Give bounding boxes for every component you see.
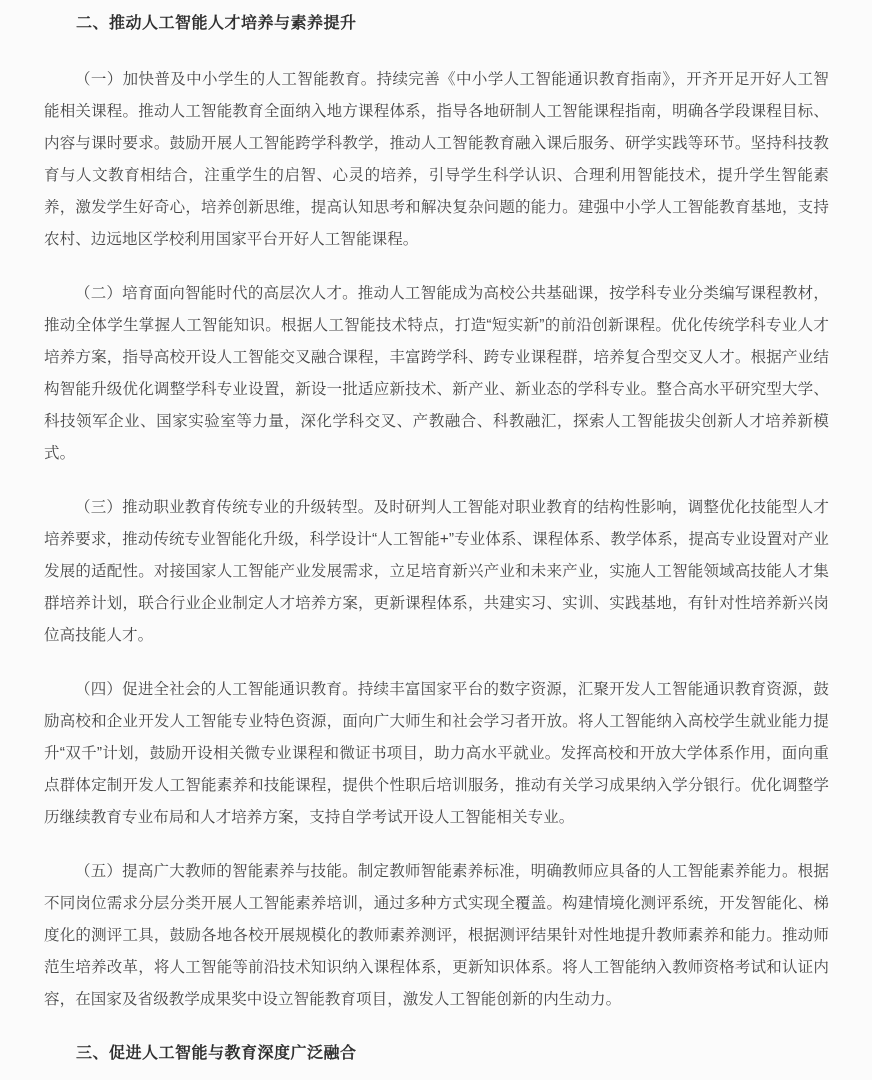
paragraph-1: （一）加快普及中小学生的人工智能教育。持续完善《中小学人工智能通识教育指南》，开齐开足开好人工智能相关课程。推动人工智能教育全面纳入地方课程体系，指导各地研制人工智能课程指南，明确各学段课程目标、内容与课时要求。鼓励开展人工智能跨学科教学，推动人工智能教育融入课后服务、研学实践等环节。坚持科技教育与人文教育相结合，注重学生的启智、心灵的培养，引导学生科学认识、合理利用智能技术，提升学生智能素养，激发学生好奇心，培养创新思维，提高认知思考和解决复杂问题的能力。建强中小学人工智能教育基地，支持农村、边远地区学校利用国家平台开好人工智能课程。: [44, 71, 829, 248]
paragraph-5: （五）提高广大教师的智能素养与技能。制定教师智能素养标准，明确教师应具备的人工智能素养能力。根据不同岗位需求分层分类开展人工智能素养培训，通过多种方式实现全覆盖。构建情境化测评系统，开发智能化、梯度化的测评工具，鼓励各地各校开展规模化的教师素养测评，根据测评结果针对性地提升教师素养和能力。推动师范生培养改革，将人工智能等前沿技术知识纳入课程体系，更新知识体系。将人工智能纳入教师资格考试和认证内容，在国家及省级教学成果奖中设立智能教育项目，激发人工智能创新的内生动力。: [44, 863, 829, 1008]
paragraph-4: （四）促进全社会的人工智能通识教育。持续丰富国家平台的数字资源，汇聚开发人工智能通识教育资源，鼓励高校和企业开发人工智能专业特色资源，面向广大师生和社会学习者开放。将人工智能纳入高校学生就业能力提升“双千”计划，鼓励开设相关微专业课程和微证书项目，助力高水平就业。发挥高校和开放大学体系作用，面向重点群体定制开发人工智能素养和技能课程，提供个性职后培训服务，推动有关学习成果纳入学分银行。优化调整学历继续教育专业布局和人才培养方案，支持自学考试开设人工智能相关专业。: [44, 681, 829, 826]
paragraph-3: （三）推动职业教育传统专业的升级转型。及时研判人工智能对职业教育的结构性影响，调整优化技能型人才培养要求，推动传统专业智能化升级，科学设计“人工智能+”专业体系、课程体系、教学体系，提高专业设置对产业发展的适配性。对接国家人工智能产业发展需求，立足培育新兴产业和未来产业，实施人工智能领域高技能人才集群培养计划，联合行业企业制定人才培养方案，更新课程体系，共建实习、实训、实践基地，有针对性培养新兴岗位高技能人才。: [44, 499, 829, 644]
paragraph-2: （二）培育面向智能时代的高层次人才。推动人工智能成为高校公共基础课，按学科专业分类编写课程教材，推动全体学生掌握人工智能知识。根据人工智能技术特点，打造“短实新”的前沿创新课程。优化传统学科专业人才培养方案，指导高校开设人工智能交叉融合课程，丰富跨学科、跨专业课程群，培养复合型交叉人才。根据产业结构智能升级优化调整学科专业设置，新设一批适应新技术、新产业、新业态的学科专业。整合高水平研究型大学、科技领军企业、国家实验室等力量，深化学科交叉、产教融合、科教融汇，探索人工智能拔尖创新人才培养新模式。: [44, 285, 829, 462]
section-heading-2: 二、推动人工智能人才培养与素养提升: [76, 15, 357, 32]
section-heading-3: 三、促进人工智能与教育深度广泛融合: [76, 1045, 357, 1062]
